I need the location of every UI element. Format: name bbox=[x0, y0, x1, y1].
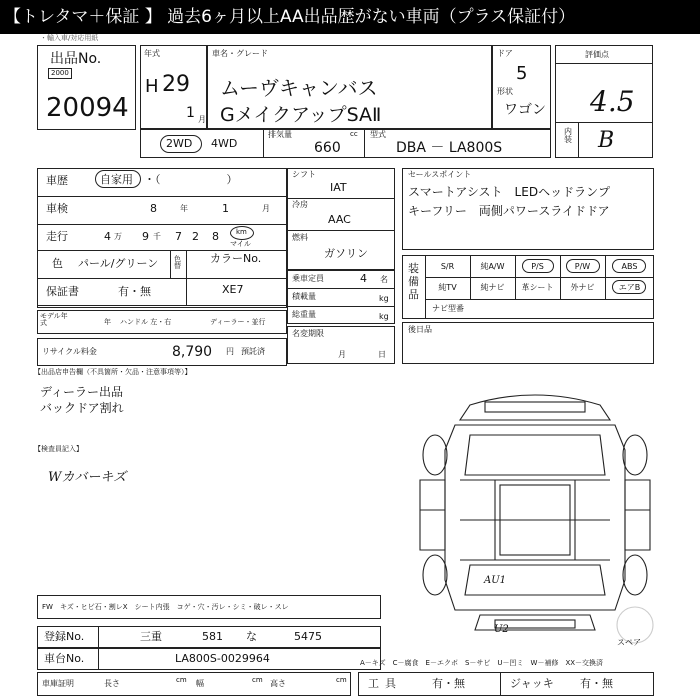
model-code-label: 型式 bbox=[370, 130, 386, 139]
cert-label: 車庫証明 bbox=[42, 679, 74, 688]
model-year-handle: ハンドル 左・右 bbox=[120, 318, 172, 326]
mileage-d1: 9 bbox=[142, 230, 149, 243]
chassis-value: LA800S-0029964 bbox=[175, 652, 270, 665]
inspection-label: 車検 bbox=[46, 202, 68, 215]
lot-tag: 2000 bbox=[48, 68, 72, 79]
capacity-label: 乗車定員 bbox=[292, 274, 324, 283]
model-name: ムーヴキャンバス bbox=[220, 76, 378, 100]
mileage-d4: 8 bbox=[212, 230, 219, 243]
engine-value: 660 bbox=[314, 140, 341, 156]
cert-width: 幅 bbox=[196, 679, 204, 688]
year-month-unit: 月 bbox=[198, 115, 206, 124]
recycle-unit: 円 bbox=[226, 347, 234, 356]
equip-navi-model: ナビ型番 bbox=[432, 304, 464, 313]
drive-2wd: 2WD bbox=[166, 137, 193, 150]
cert-box bbox=[37, 672, 351, 696]
reg-date-month: 月 bbox=[338, 350, 346, 359]
equip-airbag: エアB bbox=[618, 283, 641, 292]
interior-value: B bbox=[598, 128, 615, 153]
sales-line2: キーフリー 両側パワースライドドア bbox=[408, 204, 610, 218]
interior-label: 内装 bbox=[564, 127, 572, 144]
ac-value: AAC bbox=[328, 213, 351, 226]
legend-codes: A－キズ C－腐食 E－エクボ S－サビ U－凹ミ W－補修 XX－交換済 bbox=[360, 659, 604, 667]
doors-label: ドア bbox=[497, 49, 513, 58]
equip-leather: 革シート bbox=[521, 283, 554, 292]
banner-text: 【トレタマ＋保証 】 過去6ヶ月以上AA出品歴がない車両（プラス保証付） bbox=[4, 7, 576, 27]
warranty-value: 有・無 bbox=[118, 285, 151, 298]
inspection-year: 8 bbox=[150, 202, 157, 215]
year-value: 29 bbox=[162, 72, 190, 97]
mileage-sen-unit: 千 bbox=[153, 232, 161, 241]
model-year-dealer: ディーラー・並行 bbox=[210, 318, 266, 326]
ac-label: 冷房 bbox=[292, 200, 308, 209]
history-value: 自家用 bbox=[100, 173, 133, 186]
reg-date-day: 日 bbox=[378, 350, 386, 359]
score-label: 評価点 bbox=[585, 50, 609, 59]
grade-name: GメイクアップSAⅡ bbox=[220, 104, 382, 126]
fuel-label: 燃料 bbox=[292, 233, 308, 242]
banner bbox=[0, 0, 700, 34]
registration-kana: な bbox=[246, 630, 257, 643]
sales-line1: スマートアシスト LEDヘッドランプ bbox=[408, 185, 611, 199]
year-label: 年式 bbox=[144, 49, 160, 58]
registration-number: 5475 bbox=[294, 630, 322, 643]
mileage-d2: 7 bbox=[175, 230, 182, 243]
chassis-label: 車台No. bbox=[44, 652, 85, 665]
history-label: 車歴 bbox=[46, 174, 68, 187]
color-label: 色 bbox=[52, 257, 63, 270]
history-rest: ・（ ） bbox=[144, 173, 238, 186]
color-code-value: XE7 bbox=[222, 283, 244, 296]
cert-height: 高さ bbox=[270, 679, 286, 688]
capacity-unit: 名 bbox=[380, 275, 388, 284]
score-value: 4.5 bbox=[590, 85, 635, 118]
sales-label: セールスポイント bbox=[408, 170, 472, 179]
color-code-label: カラーNo. bbox=[210, 252, 262, 265]
car-diagram bbox=[400, 380, 670, 650]
shape-label: 形状 bbox=[497, 87, 513, 96]
engine-label: 排気量 bbox=[268, 130, 292, 139]
mileage-unit-km: km bbox=[236, 228, 247, 236]
mileage-man: 4 bbox=[104, 230, 111, 243]
capacity-value: 4 bbox=[360, 272, 367, 285]
equip-pw: P/W bbox=[574, 262, 591, 271]
recycle-note: 預託済 bbox=[241, 347, 265, 356]
color-value: パール/グリーン bbox=[78, 257, 159, 270]
equip-navi: 純ナビ bbox=[480, 283, 505, 292]
load-label: 積載量 bbox=[292, 292, 316, 301]
jack-label: ジャッキ bbox=[510, 677, 554, 690]
registration-area: 三重 bbox=[140, 630, 162, 643]
recycle-value: 8,790 bbox=[172, 344, 213, 360]
equip-sr: S/R bbox=[440, 262, 455, 271]
inspector-label: 【検査員記入】 bbox=[34, 445, 83, 453]
weight-unit: kg bbox=[379, 312, 389, 321]
shape-value: ワゴン bbox=[504, 102, 546, 118]
equip-ext-navi: 外ナビ bbox=[570, 283, 595, 292]
inspector-handwritten: Wカバーキズ bbox=[48, 470, 127, 485]
reg-date-label: 名変期限 bbox=[292, 329, 324, 338]
dealer-notes-label: 後日品 bbox=[408, 325, 432, 334]
shift-value: IAT bbox=[330, 181, 347, 194]
drive-4wd: 4WD bbox=[211, 137, 238, 150]
tools-value: 有・無 bbox=[432, 677, 465, 690]
legend-row: FW キズ・ヒビ石・割レX シート内張 コゲ・穴・汚レ・シミ・破レ・スレ bbox=[42, 603, 289, 611]
color-change-label: 色替 bbox=[174, 255, 181, 270]
jack-value: 有・無 bbox=[580, 677, 613, 690]
lot-label: 出品No. bbox=[50, 51, 102, 67]
model-year-year: 年 bbox=[104, 318, 111, 326]
diagram-rear-mark: AU1 bbox=[484, 575, 507, 586]
inspection-month: 1 bbox=[222, 202, 229, 215]
name-label: 車名・グレード bbox=[212, 49, 268, 58]
recycle-label: リサイクル料金 bbox=[42, 347, 97, 356]
spare-label: スペア bbox=[617, 638, 641, 647]
mileage-d3: 2 bbox=[192, 230, 199, 243]
engine-unit: cc bbox=[350, 130, 358, 138]
inspection-month-unit: 月 bbox=[262, 204, 270, 213]
mileage-unit-mile: マイル bbox=[230, 240, 251, 248]
equip-aw: 純A/W bbox=[480, 262, 505, 271]
cert-length: 長さ bbox=[104, 679, 120, 688]
inspection-year-unit: 年 bbox=[180, 204, 188, 213]
model-year-label: モデル年式 bbox=[40, 312, 68, 327]
exhibitor-line1: ディーラー出品 bbox=[40, 385, 124, 399]
doors-value: 5 bbox=[516, 63, 528, 84]
model-code-value: DBA － LA800S bbox=[396, 140, 503, 156]
mileage-man-unit: 万 bbox=[114, 232, 122, 241]
weight-label: 総重量 bbox=[292, 310, 316, 319]
cert-unit-3: cm bbox=[336, 676, 347, 684]
fuel-value: ガソリン bbox=[324, 247, 368, 260]
tools-label: 工具 bbox=[368, 677, 402, 690]
cert-unit-2: cm bbox=[252, 676, 263, 684]
year-era: H bbox=[145, 76, 159, 97]
equipment-label: 装備品 bbox=[408, 262, 419, 301]
registration-label: 登録No. bbox=[44, 630, 85, 643]
year-month: 1 bbox=[186, 105, 195, 121]
dealer-notes-box bbox=[402, 322, 654, 364]
exhibitor-line2: バックドア割れ bbox=[40, 401, 124, 415]
equip-ps: P/S bbox=[531, 262, 544, 271]
top-note: ・輸入車/対応用紙 bbox=[40, 34, 99, 42]
cert-unit-1: cm bbox=[176, 676, 187, 684]
registration-class: 581 bbox=[202, 630, 223, 643]
diagram-bottom-mark: U2 bbox=[494, 624, 509, 635]
exhibitor-label: 【出品店申告欄（不具箇所・欠品・注意事項等）】 bbox=[34, 368, 192, 376]
equip-abs: ABS bbox=[621, 262, 638, 271]
lot-number: 20094 bbox=[46, 93, 129, 123]
load-unit: kg bbox=[379, 294, 389, 303]
shift-label: シフト bbox=[292, 170, 316, 179]
mileage-label: 走行 bbox=[46, 230, 68, 243]
equip-tv: 純TV bbox=[438, 283, 457, 292]
warranty-label: 保証書 bbox=[46, 285, 79, 298]
